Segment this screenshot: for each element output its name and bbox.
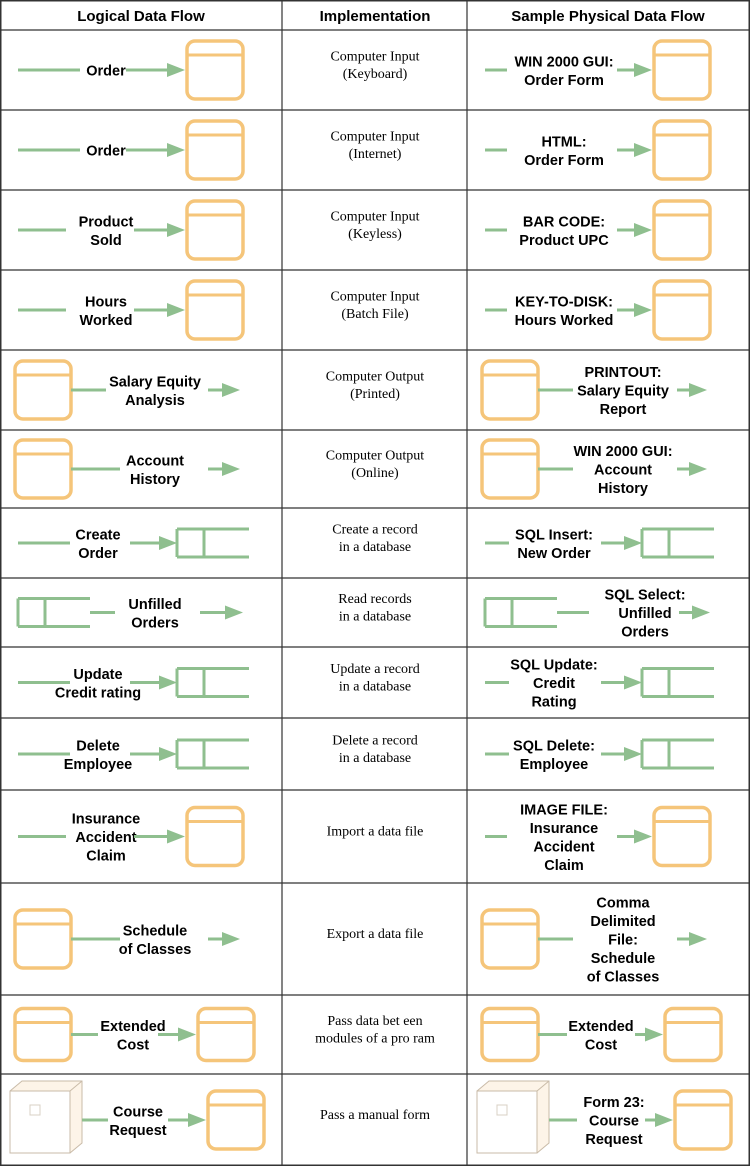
flow-arrow [130, 747, 177, 761]
process-box [187, 41, 243, 99]
data-store [642, 529, 714, 557]
flow-arrow [679, 606, 710, 620]
flow-label-line: Hours Worked [514, 312, 614, 329]
flow-arrow [601, 676, 642, 690]
flow-arrow [126, 143, 185, 157]
flow-label-line: Create [75, 527, 121, 544]
implementation-text: Computer Input [330, 209, 420, 225]
arrow-head [188, 1113, 206, 1127]
flow-label-line: Request [109, 1122, 167, 1139]
diagram-row-5 [15, 361, 707, 419]
flow-label-line: Product UPC [519, 232, 609, 249]
physical-flow-cell [482, 896, 707, 986]
logical-flow-cell [18, 597, 243, 632]
flow-label-line: Account [594, 462, 652, 479]
flow-label-line: Rating [531, 694, 577, 711]
flow-arrow [617, 223, 652, 237]
process-box [665, 1009, 721, 1061]
process-rect [482, 440, 538, 498]
diagram-row-1 [18, 41, 710, 99]
arrow-head [689, 383, 707, 397]
arrow-head [634, 223, 652, 237]
implementation-text: Update a record [330, 661, 420, 677]
flow-label-line: Order [86, 143, 126, 160]
implementation-cell [330, 289, 419, 322]
arrow-head [159, 747, 177, 761]
flow-arrow [168, 1113, 206, 1127]
implementation-cell [327, 825, 424, 840]
process-rect [15, 1009, 71, 1061]
flow-arrow [200, 606, 243, 620]
flow-label-line: WIN 2000 GUI: [514, 54, 614, 71]
flow-label-line: New Order [517, 545, 591, 562]
process-rect [208, 1091, 264, 1149]
manual-form-cube [477, 1081, 549, 1153]
flow-arrow [677, 462, 707, 476]
logical-flow-cell [15, 440, 240, 498]
implementation-cell [332, 733, 418, 766]
diagram-row-11 [18, 802, 710, 874]
process-box [675, 1091, 731, 1149]
implementation-text: modules of a pro ram [315, 1031, 435, 1047]
manual-form-cube [10, 1081, 82, 1153]
physical-flow-cell [485, 527, 714, 562]
diagram-row-13 [15, 1009, 721, 1061]
process-rect [654, 281, 710, 339]
logical-flow-cell [18, 281, 243, 339]
flow-label-line: KEY-TO-DISK: [514, 294, 614, 311]
process-box [654, 41, 710, 99]
logical-flow-cell [18, 808, 243, 866]
diagram-row-3 [18, 201, 710, 259]
flow-arrow [617, 303, 652, 317]
flow-label-line: Salary Equity [577, 383, 669, 400]
process-rect [654, 41, 710, 99]
arrow-head [689, 932, 707, 946]
flow-label-line: Order [78, 545, 118, 562]
flow-label-line: WIN 2000 GUI: [573, 444, 673, 460]
process-box [187, 201, 243, 259]
implementation-text: Computer Input [330, 49, 420, 65]
arrow-head [692, 606, 710, 620]
arrow-head [167, 830, 185, 844]
flow-arrow [617, 830, 652, 844]
process-box [187, 808, 243, 866]
physical-flow-cell [482, 440, 707, 498]
implementation-text: (Online) [351, 465, 399, 481]
process-rect [482, 1009, 538, 1061]
logical-flow-cell [18, 527, 249, 562]
arrow-head [159, 676, 177, 690]
implementation-text: Computer Output [325, 369, 425, 385]
flow-arrow [601, 536, 642, 550]
process-rect [187, 281, 243, 339]
diagram-row-8 [18, 588, 710, 641]
physical-flow-cell [477, 1081, 731, 1153]
flow-label-line: Credit rating [54, 685, 142, 702]
flow-label-line: Request [585, 1132, 643, 1148]
implementation-cell [330, 129, 419, 162]
flow-label-line: Order Form [524, 72, 604, 89]
implementation-text: Pass a manual form [319, 1108, 431, 1123]
arrow-head [645, 1028, 663, 1042]
implementation-text: Computer Input [330, 129, 420, 145]
flow-label-line: Claim [86, 848, 126, 865]
process-box [15, 361, 71, 419]
process-rect [187, 201, 243, 259]
column-header-2: Sample Physical Data Flow [511, 8, 705, 25]
implementation-text: Import a data file [326, 824, 424, 840]
physical-flow-cell [485, 738, 714, 773]
arrow-head [624, 747, 642, 761]
diagram-row-4 [18, 281, 710, 339]
column-header-0: Logical Data Flow [77, 8, 205, 25]
flow-label-line: HTML: [541, 134, 587, 151]
diagram-row-2 [18, 121, 710, 179]
cube-front [477, 1091, 537, 1153]
data-store [18, 599, 90, 627]
flow-arrow [126, 63, 185, 77]
flow-label-line: Credit [533, 676, 575, 692]
arrow-head [634, 303, 652, 317]
arrow-head [222, 462, 240, 476]
arrow-head [624, 536, 642, 550]
flow-label-line: Order Form [524, 152, 604, 169]
process-box [198, 1009, 254, 1061]
process-rect [675, 1091, 731, 1149]
cube-front [10, 1091, 70, 1153]
flow-label-line: Order [86, 63, 126, 80]
flow-label-line: Insurance [529, 820, 599, 837]
physical-flow-cell [485, 281, 710, 339]
logical-flow-cell [15, 910, 240, 968]
implementation-text: Read records [338, 591, 412, 607]
data-store [177, 529, 249, 557]
flow-label-line: BAR CODE: [522, 214, 606, 231]
table-border [1, 1, 750, 1166]
flow-label-line: Employee [519, 756, 589, 773]
arrow-head [655, 1113, 673, 1127]
logical-flow-cell [18, 738, 249, 773]
implementation-text: in a database [338, 750, 412, 766]
logical-flow-cell [18, 121, 243, 179]
process-rect [15, 910, 71, 968]
flow-arrow [645, 1113, 673, 1127]
arrow-head [167, 303, 185, 317]
flow-arrow [208, 462, 240, 476]
diagram-row-10 [18, 733, 714, 773]
physical-flow-cell [485, 588, 710, 641]
flow-label-line: Cost [116, 1037, 150, 1054]
flow-label-line: Delete [76, 738, 120, 755]
logical-flow-cell [18, 41, 243, 99]
flow-label-line: SQL Select: [604, 587, 686, 604]
implementation-text: in a database [338, 609, 412, 625]
process-box [208, 1091, 264, 1149]
implementation-text: (Printed) [350, 386, 400, 402]
flow-arrow [601, 747, 642, 761]
implementation-text: Create a record [332, 522, 418, 538]
implementation-text: (Batch File) [341, 306, 409, 322]
flow-label-line: Accident [75, 830, 137, 846]
flow-label-line: Unfilled [618, 606, 672, 622]
physical-flow-cell [482, 1009, 721, 1061]
process-rect [482, 910, 538, 968]
flow-label-line: Sold [90, 232, 122, 249]
implementation-text: in a database [338, 679, 412, 695]
arrow-head [624, 676, 642, 690]
flow-label-line: Schedule [122, 923, 188, 940]
flow-label-line: Schedule [590, 951, 656, 967]
process-box [15, 440, 71, 498]
flow-label-line: Cost [584, 1037, 618, 1054]
implementation-text: (Internet) [348, 146, 402, 162]
flow-label-line: Extended [568, 1018, 634, 1035]
process-box [482, 910, 538, 968]
flow-label-line: Analysis [125, 392, 185, 409]
implementation-cell [330, 209, 419, 242]
flow-arrow [134, 223, 185, 237]
arrow-head [225, 606, 243, 620]
implementation-cell [330, 662, 419, 695]
process-box [654, 121, 710, 179]
data-store [177, 669, 249, 697]
flow-label-line: of Classes [586, 969, 660, 986]
flow-label-line: Insurance [71, 811, 141, 828]
flow-label-line: Form 23: [583, 1095, 645, 1111]
flow-arrow [617, 63, 652, 77]
process-box [187, 121, 243, 179]
flow-label-line: Employee [63, 756, 133, 773]
flow-arrow [134, 830, 185, 844]
logical-flow-cell [18, 667, 249, 702]
flow-label-line: Account [126, 453, 184, 470]
implementation-cell [338, 592, 411, 625]
process-box [654, 201, 710, 259]
logical-flow-cell [15, 361, 240, 419]
data-store [177, 740, 249, 768]
data-store [485, 599, 557, 627]
physical-flow-cell [485, 802, 710, 874]
implementation-cell [326, 369, 424, 402]
diagram-row-9 [18, 658, 714, 711]
process-box [482, 440, 538, 498]
arrow-head [167, 63, 185, 77]
flow-label-line: SQL Update: [510, 657, 598, 674]
implementation-cell [326, 448, 424, 481]
process-box [15, 1009, 71, 1061]
implementation-text: (Keyless) [348, 226, 402, 242]
process-box [15, 910, 71, 968]
flow-label-line: Accident [533, 839, 595, 856]
flow-label-line: Product [78, 214, 134, 231]
implementation-cell [320, 1108, 430, 1123]
arrow-head [178, 1028, 196, 1042]
diagram-row-7 [18, 522, 714, 562]
physical-flow-cell [485, 658, 714, 711]
flow-label-line: Hours [85, 294, 127, 311]
flow-arrow [208, 383, 240, 397]
data-store [642, 740, 714, 768]
flow-label-line: of Classes [118, 941, 192, 958]
flow-arrow [134, 303, 185, 317]
process-rect [482, 361, 538, 419]
flow-label-line: IMAGE FILE: [520, 802, 608, 819]
flow-label-line: Update [73, 666, 123, 683]
flow-label-line: Claim [544, 857, 584, 874]
arrow-head [634, 63, 652, 77]
flow-label-line: Orders [621, 624, 669, 641]
flow-label-line: History [598, 481, 648, 497]
flow-arrow [130, 536, 177, 550]
physical-flow-cell [485, 41, 710, 99]
process-rect [665, 1009, 721, 1061]
flow-arrow [635, 1028, 663, 1042]
implementation-text: Pass data bet een [327, 1013, 423, 1029]
flow-label-line: Salary Equity [109, 374, 201, 391]
process-rect [654, 121, 710, 179]
flow-arrow [208, 932, 240, 946]
flow-label-line: File: [608, 932, 638, 949]
implementation-cell [330, 49, 419, 82]
process-rect [654, 808, 710, 866]
implementation-text: Delete a record [332, 733, 418, 749]
arrow-head [634, 143, 652, 157]
flow-arrow [677, 383, 707, 397]
flow-arrow [617, 143, 652, 157]
process-rect [187, 41, 243, 99]
flow-label-line: SQL Insert: [515, 527, 593, 544]
flow-label-line: Report [599, 402, 647, 418]
flow-label-line: Unfilled [128, 596, 182, 613]
arrow-head [167, 223, 185, 237]
arrow-head [159, 536, 177, 550]
arrow-head [689, 462, 707, 476]
logical-flow-cell [18, 201, 243, 259]
flow-label-line: Course [589, 1113, 639, 1130]
column-header-1: Implementation [319, 8, 431, 25]
flow-label-line: Orders [131, 615, 179, 632]
flow-arrow [677, 932, 707, 946]
process-rect [15, 361, 71, 419]
implementation-text: in a database [338, 539, 412, 555]
physical-flow-cell [485, 121, 710, 179]
diagram-row-14 [10, 1081, 731, 1153]
process-box [482, 1009, 538, 1061]
process-rect [15, 440, 71, 498]
flow-label-line: Course [113, 1104, 163, 1121]
data-store [642, 669, 714, 697]
implementation-cell [332, 522, 418, 555]
process-box [654, 281, 710, 339]
implementation-text: Export a data file [326, 927, 424, 942]
arrow-head [634, 830, 652, 844]
process-rect [187, 808, 243, 866]
logical-flow-cell [15, 1009, 254, 1061]
implementation-text: Computer Output [325, 448, 425, 464]
logical-flow-cell [10, 1081, 264, 1153]
flow-label-line: Worked [79, 312, 133, 329]
implementation-cell [327, 927, 424, 942]
arrow-head [222, 383, 240, 397]
implementation-cell [315, 1014, 435, 1047]
flow-label-line: PRINTOUT: [584, 365, 662, 381]
process-box [187, 281, 243, 339]
diagram-row-6 [15, 440, 707, 498]
process-rect [198, 1009, 254, 1061]
flow-label-line: Comma [596, 895, 650, 912]
process-rect [187, 121, 243, 179]
diagram-row-12 [15, 896, 707, 986]
flow-label-line: History [130, 471, 180, 488]
process-box [482, 361, 538, 419]
arrow-head [222, 932, 240, 946]
flow-label-line: SQL Delete: [513, 738, 595, 755]
flow-label-line: Extended [100, 1018, 166, 1035]
process-box [654, 808, 710, 866]
arrow-head [167, 143, 185, 157]
implementation-text: (Keyboard) [342, 66, 408, 82]
implementation-text: Computer Input [330, 289, 420, 305]
physical-flow-cell [482, 361, 707, 419]
process-rect [654, 201, 710, 259]
flow-label-line: Delimited [590, 914, 656, 930]
physical-flow-cell [485, 201, 710, 259]
